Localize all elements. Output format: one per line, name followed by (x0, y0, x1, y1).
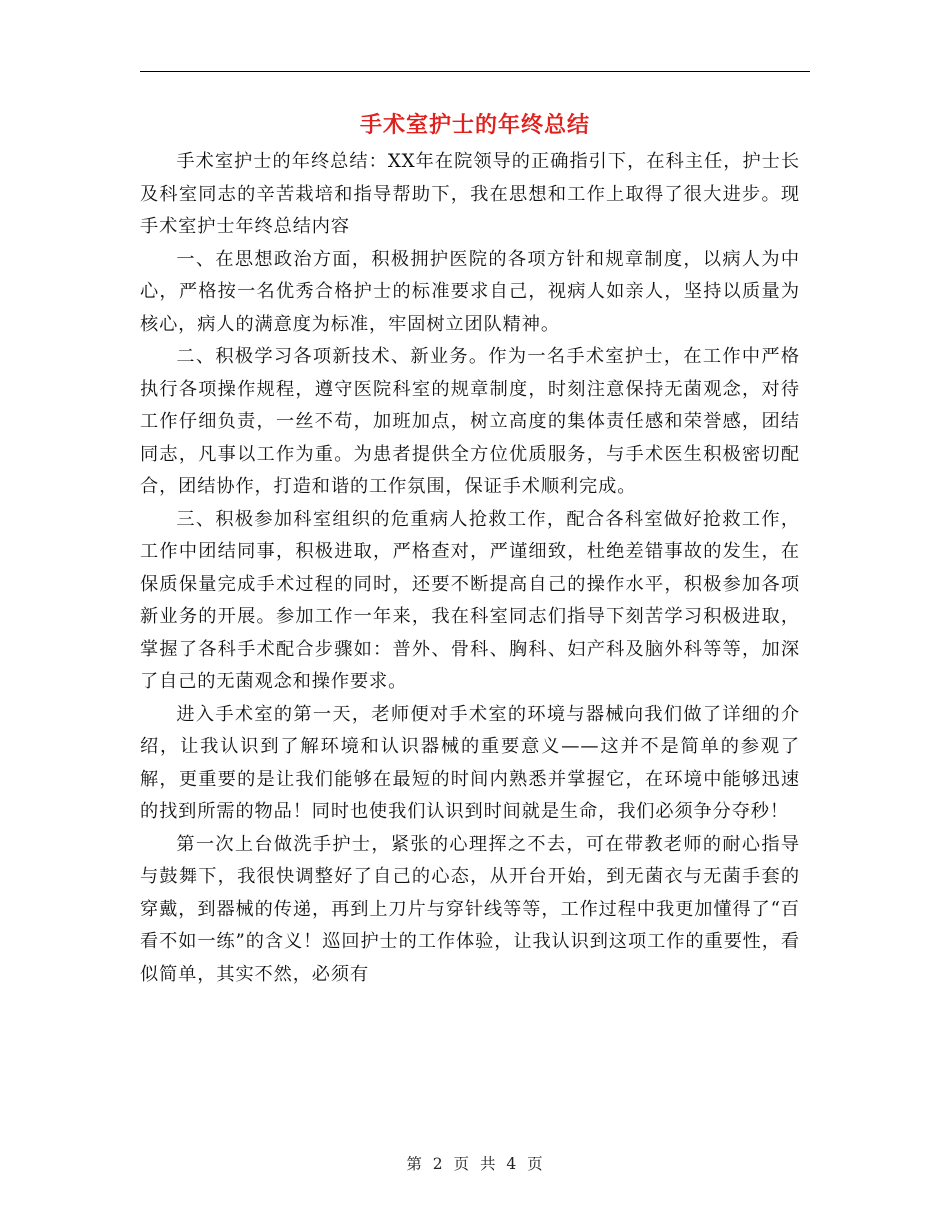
paragraph-section-1: 一、在思想政治方面，积极拥护医院的各项方针和规章制度，以病人为中心，严格按一名优秀合格护士的标准要求自己，视病人如亲人，坚持以质量为核心，病人的满意度为标准，牢固树立团队精神。 (140, 248, 800, 335)
header-rule (140, 71, 810, 72)
paragraph-first-surgery: 第一次上台做洗手护士，紧张的心理挥之不去，可在带教老师的耐心指导与鼓舞下，我很快调整好了自己的心态，从开台开始，到无菌衣与无菌手套的穿戴，到器械的传递，再到上刀片与穿针线等等，工作过程中我更加懂得了“百看不如一练”的含义！巡回护士的工作体验，让我认识到这项工作的重要性，看似简单，其实不然，必须有 (140, 833, 800, 985)
paragraph-section-3: 三、积极参加科室组织的危重病人抢救工作，配合各科室做好抢救工作，工作中团结同事，积极进取，严格查对，严谨细致，杜绝差错事故的发生，在保质保量完成手术过程的同时，还要不断提高自己的操作水平，积极参加各项新业务的开展。参加工作一年来，我在科室同志们指导下刻苦学习积极进取，掌握了各科手术配合步骤如：普外、骨科、胸科、妇产科及脑外科等等，加深了自己的无菌观念和操作要求。 (140, 508, 800, 692)
paragraph-intro: 手术室护士的年终总结：XX年在院领导的正确指引下，在科主任，护士长及科室同志的辛苦栽培和指导帮助下，我在思想和工作上取得了很大进步。现手术室护士年终总结内容 (140, 151, 800, 237)
document-body (140, 146, 800, 991)
page-number-footer: 第 2 页 共 4 页 (406, 1155, 544, 1173)
paragraph-section-2: 二、积极学习各项新技术、新业务。作为一名手术室护士，在工作中严格执行各项操作规程，遵守医院科室的规章制度，时刻注意保持无菌观念，对待工作仔细负责，一丝不苟，加班加点，树立高度的集体责任感和荣誉感，团结同志，凡事以工作为重。为患者提供全方位优质服务，与手术医生积极密切配合，团结协作，打造和谐的工作氛围，保证手术顺利完成。 (140, 346, 800, 497)
document-title: 手术室护士的年终总结 (359, 113, 590, 138)
paragraph-first-day: 进入手术室的第一天，老师便对手术室的环境与器械向我们做了详细的介绍，让我认识到了解环境和认识器械的重要意义——这并不是简单的参观了解，更重要的是让我们能够在最短的时间内熟悉并掌握它，在环境中能够迅速的找到所需的物品！同时也使我们认识到时间就是生命，我们必须争分夺秒！ (140, 703, 800, 822)
